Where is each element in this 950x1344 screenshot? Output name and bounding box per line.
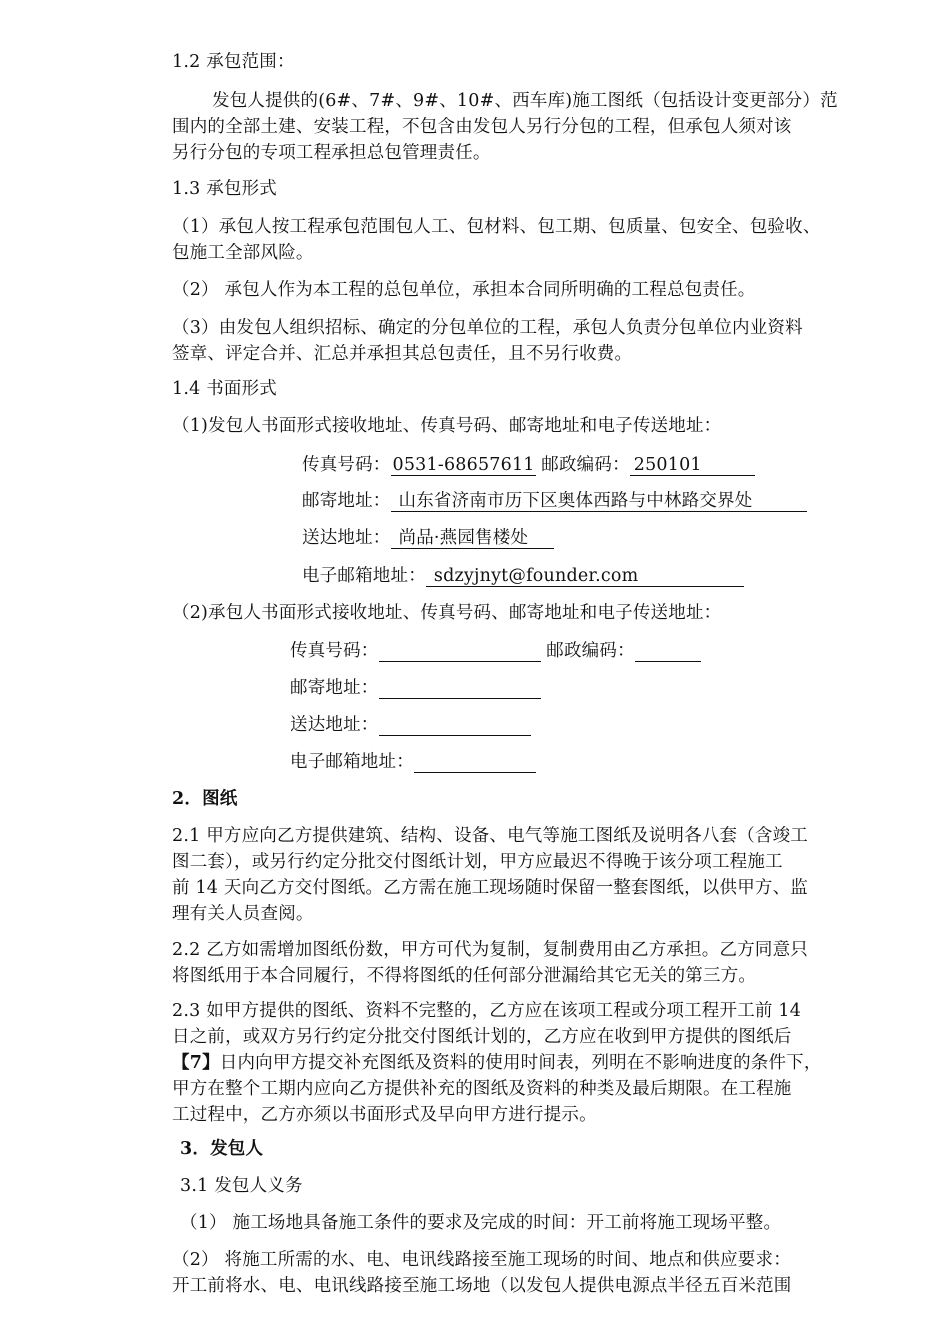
employer-email-line: [302, 563, 744, 589]
contractor-fax-line: [290, 638, 701, 664]
section-2-heading: 2．图纸: [172, 789, 238, 809]
days-bracket: 【7】: [172, 1053, 220, 1073]
drawings-2-3-line-3-text: 日内向甲方提交补充图纸及资料的使用时间表，列明在不影响进度的条件下，: [219, 1053, 822, 1073]
contractor-mail-blank: [379, 678, 541, 699]
employer-address-intro: （1)发包人书面形式接收地址、传真号码、邮寄地址和电子传送地址：: [172, 416, 722, 436]
employer-delivery-label: 送达地址：: [302, 528, 391, 548]
drawings-2-3-line-5: 工过程中，乙方亦须以书面形式及早向甲方进行提示。: [172, 1105, 597, 1125]
scope-paragraph-line-1: 发包人提供的(6#、7#、9#、10#、西车库)施工图纸（包括设计变更部分）范: [212, 91, 838, 111]
contractor-delivery-label: 送达地址：: [290, 715, 379, 735]
section-1-2-heading: 1.2 承包范围：: [172, 52, 295, 72]
contractor-delivery-blank: [379, 715, 531, 736]
employer-duty-item-2-line-1: （2） 将施工所需的水、电、电讯线路接至施工现场的时间、地点和供应要求：: [172, 1250, 791, 1270]
drawings-2-1-line-4: 理有关人员查阅。: [172, 904, 314, 924]
employer-duty-item-2-line-2: 开工前将水、电、电讯线路接至施工场地（以发包人提供电源点半径五百米范围: [172, 1276, 792, 1296]
drawings-2-2-line-2: 将图纸用于本合同履行，不得将图纸的任何部分泄漏给其它无关的第三方。: [172, 966, 757, 986]
contract-form-item-3-line-1: （3）由发包人组织招标、确定的分包单位的工程，承包人负责分包单位内业资料: [172, 318, 803, 338]
contract-form-item-1-line-2: 包施工全部风险。: [172, 243, 314, 263]
contractor-address-intro: （2)承包人书面形式接收地址、传真号码、邮寄地址和电子传送地址：: [172, 603, 722, 623]
employer-delivery-line: [302, 525, 554, 551]
scope-paragraph-line-2: 围内的全部土建、安装工程，不包含由发包人另行分包的工程，但承包人须对该: [172, 117, 792, 137]
employer-postcode-label: 邮政编码：: [541, 455, 630, 475]
contractor-email-label: 电子邮箱地址：: [290, 752, 414, 772]
contract-form-item-2: （2） 承包人作为本工程的总包单位，承担本合同所明确的工程总包责任。: [172, 280, 756, 300]
employer-email-value: sdzyjnyt@founder.com: [426, 566, 744, 587]
employer-mail-line: [302, 488, 807, 514]
drawings-2-3-line-2: 日之前，或双方另行约定分批交付图纸计划的，乙方应在收到甲方提供的图纸后: [172, 1027, 792, 1047]
drawings-2-2-line-1: 2.2 乙方如需增加图纸份数，甲方可代为复制，复制费用由乙方承担。乙方同意只: [172, 940, 808, 960]
contractor-email-blank: [414, 752, 536, 773]
contractor-postcode-label: 邮政编码：: [546, 641, 635, 661]
drawings-2-1-line-1: 2.1 甲方应向乙方提供建筑、结构、设备、电气等施工图纸及说明各八套（含竣工: [172, 826, 808, 846]
drawings-2-1-line-2: 图二套），或另行约定分批交付图纸计划，甲方应最迟不得晚于该分项工程施工: [172, 852, 783, 872]
contractor-fax-blank: [379, 641, 541, 662]
scope-paragraph-line-3: 另行分包的专项工程承担总包管理责任。: [172, 143, 491, 163]
drawings-2-1-line-3: 前 14 天向乙方交付图纸。乙方需在施工现场随时保留一整套图纸，以供甲方、监: [172, 878, 808, 898]
drawings-2-3-line-4: 甲方在整个工期内应向乙方提供补充的图纸及资料的种类及最后期限。在工程施: [172, 1079, 792, 1099]
employer-mail-value: 山东省济南市历下区奥体西路与中林路交界处: [391, 491, 807, 512]
section-1-4-heading: 1.4 书面形式: [172, 379, 277, 399]
employer-fax-value: 0531-68657611: [392, 455, 535, 475]
section-1-3-heading: 1.3 承包形式: [172, 179, 277, 199]
employer-fax-line: [302, 452, 755, 478]
contractor-mail-label: 邮寄地址：: [290, 678, 379, 698]
employer-mail-label: 邮寄地址：: [302, 491, 391, 511]
contractor-delivery-line: [290, 712, 531, 738]
section-3-heading: 3．发包人: [180, 1139, 264, 1159]
contract-form-item-1-line-1: （1）承包人按工程承包范围包人工、包材料、包工期、包质量、包安全、包验收、: [172, 217, 821, 237]
employer-delivery-value: 尚品·燕园售楼处: [391, 528, 554, 549]
drawings-2-3-line-1: 2.3 如甲方提供的图纸、资料不完整的，乙方应在该项工程或分项工程开工前 14: [172, 1001, 802, 1021]
contractor-mail-line: [290, 675, 541, 701]
section-3-1-heading: 3.1 发包人义务: [180, 1176, 303, 1196]
contractor-email-line: [290, 749, 536, 775]
employer-postcode-value: 250101: [630, 455, 755, 476]
contractor-postcode-blank: [635, 641, 701, 662]
contract-form-item-3-line-2: 签章、评定合并、汇总并承担其总包责任，且不另行收费。: [172, 344, 633, 364]
employer-duty-item-1: （1） 施工场地具备施工条件的要求及完成的时间：开工前将施工现场平整。: [180, 1213, 782, 1233]
drawings-2-3-line-3: [172, 1050, 822, 1076]
employer-fax-label: 传真号码：: [302, 455, 391, 475]
contractor-fax-label: 传真号码：: [290, 641, 379, 661]
employer-email-label: 电子邮箱地址：: [302, 566, 426, 586]
